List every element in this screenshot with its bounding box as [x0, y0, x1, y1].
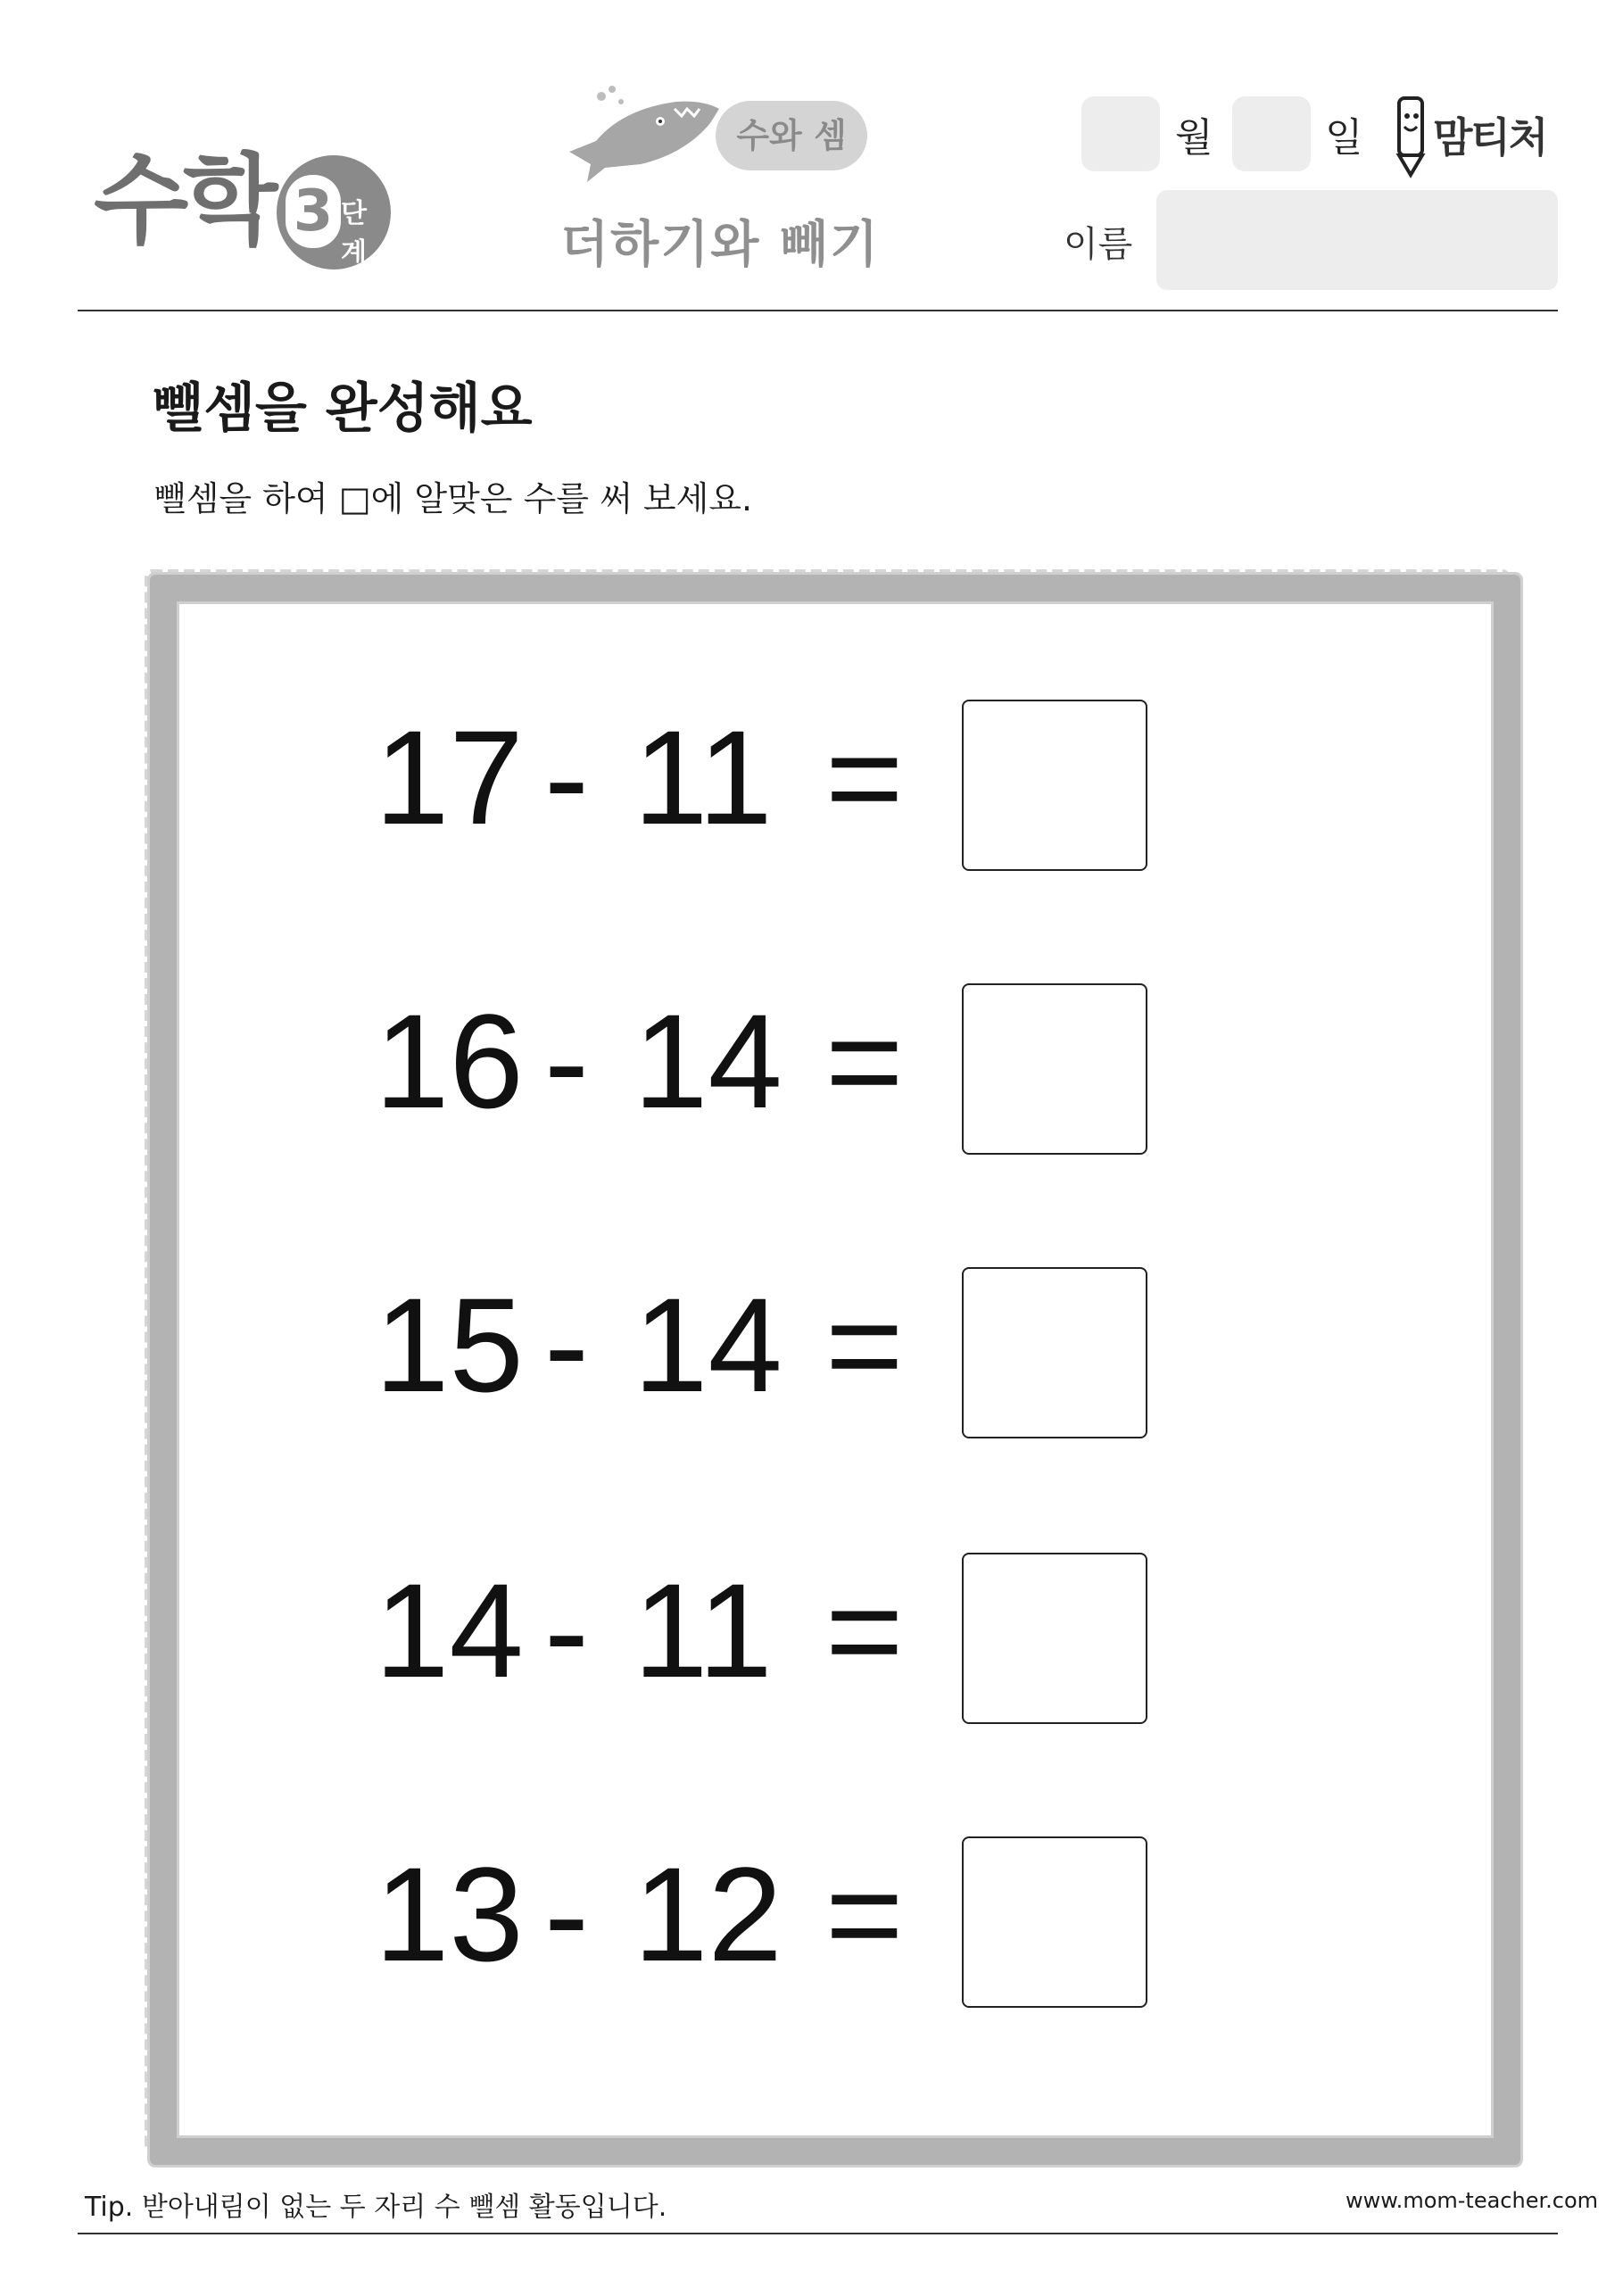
day-label: 일 — [1325, 115, 1363, 161]
instruction-text: 뺄셈을 하여 □에 알맞은 수를 써 보세요. — [153, 479, 753, 518]
month-label: 월 — [1175, 115, 1213, 161]
minuend: 15 — [375, 1270, 524, 1420]
subtrahend: 14 — [633, 986, 783, 1136]
minuend: 16 — [375, 986, 524, 1136]
month-field[interactable] — [1081, 96, 1160, 171]
subtrahend: 14 — [633, 1270, 783, 1420]
subtrahend: 12 — [633, 1839, 783, 1989]
answer-box[interactable] — [962, 1836, 1147, 2008]
equals-sign: = — [825, 1839, 904, 1989]
equals-sign: = — [825, 702, 904, 852]
problem-row-3 — [375, 1267, 1178, 1446]
minus-sign: - — [544, 1839, 589, 1989]
minuend: 13 — [375, 1839, 524, 1989]
level-number: 3 — [286, 175, 341, 248]
topic-badge: 수와 셈 — [716, 101, 867, 170]
problem-row-4 — [375, 1553, 1178, 1731]
equals-sign: = — [825, 986, 904, 1136]
unit-title: 더하기와 빼기 — [560, 216, 881, 274]
minuend: 17 — [375, 702, 524, 852]
minuend: 14 — [375, 1555, 524, 1705]
website-link[interactable]: www.mom-teacher.com — [1346, 2188, 1599, 2213]
name-field[interactable] — [1156, 190, 1558, 290]
tip-text: Tip. 받아내림이 없는 두 자리 수 뺄셈 활동입니다. — [85, 2192, 667, 2223]
brand-text: 맘티처 — [1433, 113, 1547, 162]
problem-row-5 — [375, 1836, 1178, 2015]
name-label: 이름 — [1064, 224, 1133, 265]
answer-box[interactable] — [962, 983, 1147, 1155]
header-divider — [78, 310, 1558, 311]
subtrahend: 11 — [633, 702, 773, 852]
level-suffix: 단계 — [341, 198, 367, 269]
day-field[interactable] — [1232, 96, 1311, 171]
answer-box[interactable] — [962, 1267, 1147, 1438]
problem-row-1 — [375, 700, 1178, 878]
page-title: 뺄셈을 완성해요 — [152, 377, 533, 440]
minus-sign: - — [544, 1555, 589, 1705]
minus-sign: - — [544, 1270, 589, 1420]
minus-sign: - — [544, 702, 589, 852]
equals-sign: = — [825, 1270, 904, 1420]
answer-box[interactable] — [962, 1553, 1147, 1724]
level-badge — [277, 155, 391, 269]
answer-box[interactable] — [962, 700, 1147, 871]
logo-title: 수학 — [94, 144, 273, 258]
minus-sign: - — [544, 986, 589, 1136]
problem-row-2 — [375, 983, 1178, 1162]
footer-divider — [78, 2233, 1558, 2234]
math-logo — [94, 134, 397, 268]
equals-sign: = — [825, 1555, 904, 1705]
brand-logo — [1392, 89, 1570, 178]
subtrahend: 11 — [633, 1555, 773, 1705]
